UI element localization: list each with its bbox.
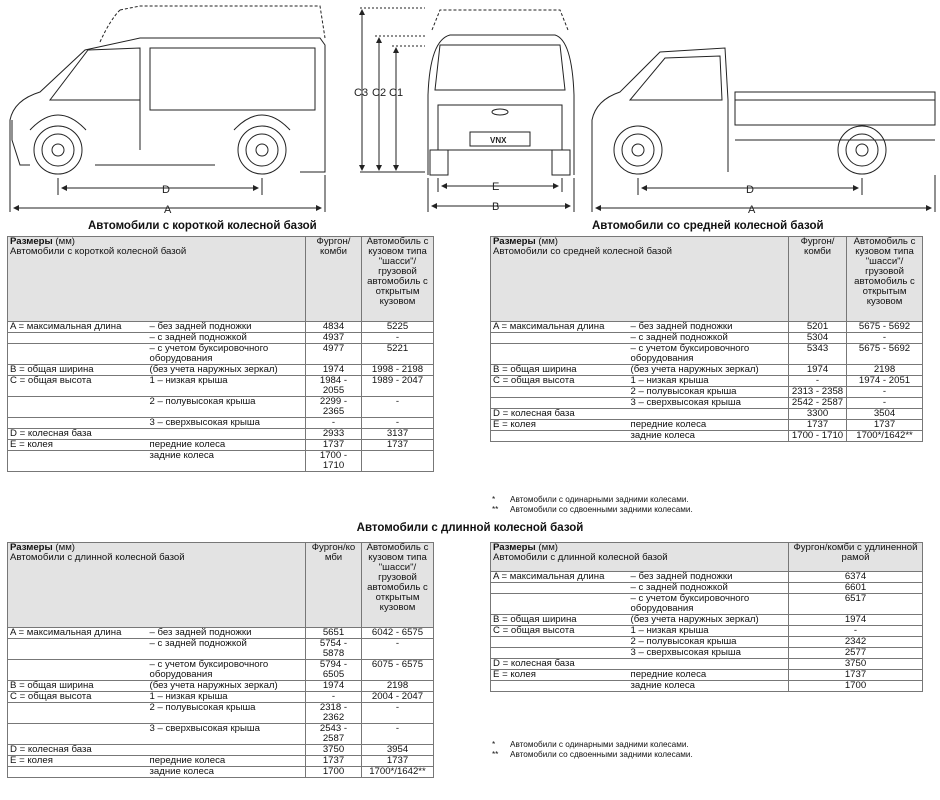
row-label: [8, 724, 148, 745]
table-row: [8, 681, 434, 692]
row-sublabel: 2 – полувысокая крыша: [629, 637, 789, 648]
long-wheelbase-table: [7, 542, 434, 778]
row-label: [8, 397, 148, 418]
footnote-mark: *: [492, 740, 496, 749]
value-cell: 1700: [306, 767, 362, 778]
value-cell: 1737: [789, 670, 923, 681]
value-cell: -: [847, 333, 923, 344]
row-label: [491, 583, 629, 594]
row-sublabel: – с учетом буксировочного оборудования: [629, 344, 789, 365]
value-cell: 5675 - 5692: [847, 344, 923, 365]
vehicle-drawings: [0, 0, 940, 215]
value-cell: 3504: [847, 409, 923, 420]
row-label: E = колея: [491, 670, 629, 681]
header-label: Размеры: [10, 542, 53, 553]
table-row: [8, 724, 434, 745]
value-cell: 2004 - 2047: [362, 692, 434, 703]
van-side-drawing: [10, 6, 325, 212]
table-row: [8, 333, 434, 344]
value-cell: 2313 - 2358: [789, 387, 847, 398]
row-sublabel: 1 – низкая крыша: [629, 626, 789, 637]
table-row: [491, 681, 923, 692]
value-cell: 3750: [789, 659, 923, 670]
row-label: C = общая высота: [8, 692, 148, 703]
row-label: C = общая высота: [491, 626, 629, 637]
value-cell: -: [362, 333, 434, 344]
footnote-mark: **: [492, 749, 499, 759]
medium-wheelbase-table: [490, 236, 923, 442]
header-label: Размеры: [493, 542, 536, 553]
table-row: [491, 409, 923, 420]
header-sub: Автомобили со средней колесной базой: [493, 246, 673, 257]
row-label: E = колея: [8, 756, 148, 767]
value-cell: -: [847, 398, 923, 409]
table-row: [491, 626, 923, 637]
medium-footnotes: [492, 495, 693, 514]
row-sublabel: передние колеса: [629, 420, 789, 431]
table-row: [491, 648, 923, 659]
table-row: [8, 639, 434, 660]
row-sublabel: – без задней подножки: [629, 322, 789, 333]
row-label: [8, 767, 148, 778]
value-cell: 6075 - 6575: [362, 660, 434, 681]
row-sublabel: передние колеса: [629, 670, 789, 681]
value-cell: 1700*/1642**: [847, 431, 923, 442]
table-row: [8, 429, 434, 440]
value-cell: 5221: [362, 344, 434, 365]
table-row: [8, 344, 434, 365]
row-label: [491, 637, 629, 648]
value-cell: -: [789, 376, 847, 387]
table-row: [491, 420, 923, 431]
table-header: [8, 237, 434, 322]
value-cell: 2543 - 2587: [306, 724, 362, 745]
value-cell: 5225: [362, 322, 434, 333]
value-cell: 2299 - 2365: [306, 397, 362, 418]
row-sublabel: 3 – сверхвысокая крыша: [629, 398, 789, 409]
value-cell: 1974: [789, 365, 847, 376]
plate-label: VNX: [490, 136, 507, 145]
value-cell: -: [306, 418, 362, 429]
row-sublabel: передние колеса: [148, 756, 306, 767]
header-sub: Автомобили с короткой колесной базой: [10, 246, 187, 257]
row-sublabel: (без учета наружных зеркал): [629, 365, 789, 376]
row-label: B = общая ширина: [491, 365, 629, 376]
value-cell: 5201: [789, 322, 847, 333]
row-label: D = колесная база: [491, 409, 629, 420]
row-label: E = колея: [491, 420, 629, 431]
row-sublabel: – с учетом буксировочного оборудования: [148, 660, 306, 681]
row-label: A = максимальная длина: [8, 628, 148, 639]
row-label: [491, 333, 629, 344]
dim-label-e: E: [492, 181, 500, 193]
value-cell: 1974: [306, 365, 362, 376]
table-row: [491, 431, 923, 442]
long-wheelbase-title: Автомобили с длинной колесной базой: [356, 522, 584, 534]
row-sublabel: передние колеса: [148, 440, 306, 451]
row-sublabel: задние колеса: [148, 451, 306, 472]
header-col-van: Фургон/ комби: [306, 237, 362, 322]
value-cell: 1737: [847, 420, 923, 431]
medium-wheelbase-title: Автомобили со средней колесной базой: [592, 220, 824, 232]
row-sublabel: задние колеса: [148, 767, 306, 778]
value-cell: -: [362, 724, 434, 745]
value-cell: 1700*/1642**: [362, 767, 434, 778]
row-sublabel: задние колеса: [629, 681, 789, 692]
row-label: B = общая ширина: [8, 681, 148, 692]
value-cell: 2318 - 2362: [306, 703, 362, 724]
row-sublabel: – с задней подножкой: [629, 583, 789, 594]
value-cell: 1737: [362, 440, 434, 451]
value-cell: -: [362, 397, 434, 418]
row-label: A = максимальная длина: [8, 322, 148, 333]
value-cell: 1700: [789, 681, 923, 692]
row-label: [491, 594, 629, 615]
row-sublabel: (без учета наружных зеркал): [148, 365, 306, 376]
footnote-text: Автомобили со сдвоенными задними колесами.: [510, 749, 693, 759]
row-label: [8, 703, 148, 724]
row-sublabel: – с учетом буксировочного оборудования: [629, 594, 789, 615]
footnote-mark: *: [492, 495, 496, 504]
row-label: D = колесная база: [8, 429, 148, 440]
value-cell: 4937: [306, 333, 362, 344]
row-sublabel: – с учетом буксировочного оборудования: [148, 344, 306, 365]
value-cell: 3750: [306, 745, 362, 756]
header-col-truck: Автомобиль с кузовом типа "шасси"/ грузовой автомобиль с открытым кузовом: [362, 543, 434, 628]
row-label: [491, 344, 629, 365]
table-row: [8, 745, 434, 756]
row-label: A = максимальная длина: [491, 572, 629, 583]
value-cell: 4977: [306, 344, 362, 365]
dim-label-d: D: [162, 184, 170, 196]
value-cell: 1737: [789, 420, 847, 431]
table-row: [8, 628, 434, 639]
table-row: [491, 659, 923, 670]
footnote-text: Автомобили с одинарными задними колесами.: [510, 495, 689, 504]
row-sublabel: 1 – низкая крыша: [629, 376, 789, 387]
table-row: [491, 344, 923, 365]
value-cell: 1974 - 2051: [847, 376, 923, 387]
table-row: [491, 322, 923, 333]
table-row: [491, 572, 923, 583]
table-row: [8, 692, 434, 703]
row-sublabel: 2 – полувысокая крыша: [629, 387, 789, 398]
row-sublabel: (без учета наружных зеркал): [148, 681, 306, 692]
row-label: [491, 387, 629, 398]
row-label: [8, 333, 148, 344]
header-unit: (мм): [52, 542, 75, 553]
value-cell: 5304: [789, 333, 847, 344]
table-header: [8, 543, 434, 628]
value-cell: [362, 451, 434, 472]
value-cell: 1737: [306, 440, 362, 451]
table-row: [8, 660, 434, 681]
footnote-text: Автомобили с одинарными задними колесами.: [510, 740, 689, 749]
value-cell: 4834: [306, 322, 362, 333]
header-col-van-extended: Фургон/комби с удлиненной рамой: [789, 543, 923, 572]
row-label: [8, 660, 148, 681]
value-cell: 2342: [789, 637, 923, 648]
value-cell: 3300: [789, 409, 847, 420]
header-unit: (мм): [535, 542, 558, 553]
row-sublabel: – с задней подножкой: [148, 639, 306, 660]
value-cell: 5343: [789, 344, 847, 365]
table-row: [491, 365, 923, 376]
table-row: [491, 398, 923, 409]
value-cell: 5754 - 5878: [306, 639, 362, 660]
row-sublabel: – с задней подножкой: [629, 333, 789, 344]
value-cell: 2198: [847, 365, 923, 376]
header-sub: Автомобили с длинной колесной базой: [10, 552, 185, 563]
value-cell: -: [362, 639, 434, 660]
value-cell: -: [789, 626, 923, 637]
row-label: B = общая ширина: [8, 365, 148, 376]
row-label: [8, 451, 148, 472]
row-sublabel: 2 – полувысокая крыша: [148, 397, 306, 418]
row-sublabel: [148, 745, 306, 756]
row-sublabel: – с задней подножкой: [148, 333, 306, 344]
short-wheelbase-title: Автомобили с короткой колесной базой: [88, 220, 317, 232]
header-label: Размеры: [493, 236, 536, 247]
value-cell: 1989 - 2047: [362, 376, 434, 397]
value-cell: 1737: [362, 756, 434, 767]
value-cell: 1974: [306, 681, 362, 692]
table-row: [8, 418, 434, 429]
value-cell: -: [362, 418, 434, 429]
extended-footnotes: [492, 740, 693, 759]
dim-label-b: B: [492, 201, 500, 213]
row-label: D = колесная база: [8, 745, 148, 756]
header-col-truck: Автомобиль с кузовом типа "шасси"/ грузовой автомобиль с открытым кузовом: [362, 237, 434, 322]
dim-label-a: A: [164, 204, 172, 215]
row-label: [8, 344, 148, 365]
table-header: [491, 543, 923, 572]
row-label: [491, 431, 629, 442]
value-cell: 3954: [362, 745, 434, 756]
table-row: [491, 333, 923, 344]
table-row: [8, 397, 434, 418]
truck-side-drawing: [592, 48, 935, 212]
table-row: [8, 376, 434, 397]
table-row: [491, 376, 923, 387]
row-sublabel: [629, 409, 789, 420]
row-sublabel: (без учета наружных зеркал): [629, 615, 789, 626]
dim-label-c2: C2: [372, 87, 387, 99]
header-unit: (мм): [535, 236, 558, 247]
row-label: [491, 648, 629, 659]
value-cell: 1737: [306, 756, 362, 767]
value-cell: -: [847, 387, 923, 398]
table-row: [491, 594, 923, 615]
row-label: B = общая ширина: [491, 615, 629, 626]
value-cell: 5794 - 6505: [306, 660, 362, 681]
table-row: [491, 637, 923, 648]
value-cell: 1700 - 1710: [306, 451, 362, 472]
value-cell: 1984 - 2055: [306, 376, 362, 397]
row-label: [491, 681, 629, 692]
value-cell: 1700 - 1710: [789, 431, 847, 442]
short-wheelbase-table: [7, 236, 434, 472]
value-cell: -: [306, 692, 362, 703]
row-sublabel: 3 – сверхвысокая крыша: [148, 418, 306, 429]
dim-label-c3: C3: [354, 87, 369, 99]
value-cell: 6042 - 6575: [362, 628, 434, 639]
table-row: [491, 583, 923, 594]
header-col-van: Фургон/ комби: [789, 237, 847, 322]
value-cell: 2542 - 2587: [789, 398, 847, 409]
row-sublabel: 3 – сверхвысокая крыша: [148, 724, 306, 745]
row-sublabel: задние колеса: [629, 431, 789, 442]
value-cell: 6517: [789, 594, 923, 615]
header-unit: (мм): [52, 236, 75, 247]
dim-label-d-truck: D: [746, 184, 754, 196]
header-label: Размеры: [10, 236, 53, 247]
value-cell: 1998 - 2198: [362, 365, 434, 376]
row-sublabel: 1 – низкая крыша: [148, 692, 306, 703]
table-row: [491, 670, 923, 681]
row-sublabel: [148, 429, 306, 440]
row-label: C = общая высота: [8, 376, 148, 397]
row-label: [8, 639, 148, 660]
row-sublabel: – без задней подножки: [629, 572, 789, 583]
table-row: [491, 387, 923, 398]
value-cell: 1974: [789, 615, 923, 626]
table-row: [8, 451, 434, 472]
value-cell: 6374: [789, 572, 923, 583]
table-row: [8, 767, 434, 778]
value-cell: 2198: [362, 681, 434, 692]
row-label: [491, 398, 629, 409]
table-row: [8, 440, 434, 451]
table-row: [491, 615, 923, 626]
row-label: [8, 418, 148, 429]
footnote-text: Автомобили со сдвоенными задними колесами.: [510, 504, 693, 514]
row-sublabel: – без задней подножки: [148, 322, 306, 333]
extended-frame-table: [490, 542, 923, 692]
value-cell: -: [362, 703, 434, 724]
row-sublabel: 3 – сверхвысокая крыша: [629, 648, 789, 659]
header-col-truck: Автомобиль с кузовом типа "шасси"/ грузовой автомобиль с открытым кузовом: [847, 237, 923, 322]
header-col-van: Фургон/ко мби: [306, 543, 362, 628]
value-cell: 3137: [362, 429, 434, 440]
table-row: [8, 322, 434, 333]
table-row: [8, 756, 434, 767]
value-cell: 2577: [789, 648, 923, 659]
dim-label-a-truck: A: [748, 204, 756, 215]
row-label: C = общая высота: [491, 376, 629, 387]
row-sublabel: [629, 659, 789, 670]
row-sublabel: – без задней подножки: [148, 628, 306, 639]
value-cell: 2933: [306, 429, 362, 440]
row-label: E = колея: [8, 440, 148, 451]
row-sublabel: 1 – низкая крыша: [148, 376, 306, 397]
value-cell: 5675 - 5692: [847, 322, 923, 333]
row-sublabel: 2 – полувысокая крыша: [148, 703, 306, 724]
table-header: [491, 237, 923, 322]
row-label: D = колесная база: [491, 659, 629, 670]
value-cell: 6601: [789, 583, 923, 594]
dim-label-c1: C1: [389, 87, 404, 99]
row-label: A = максимальная длина: [491, 322, 629, 333]
van-front-drawing: [360, 8, 574, 212]
value-cell: 5651: [306, 628, 362, 639]
table-row: [8, 703, 434, 724]
footnote-mark: **: [492, 504, 499, 514]
header-sub: Автомобили с длинной колесной базой: [493, 552, 668, 563]
table-row: [8, 365, 434, 376]
